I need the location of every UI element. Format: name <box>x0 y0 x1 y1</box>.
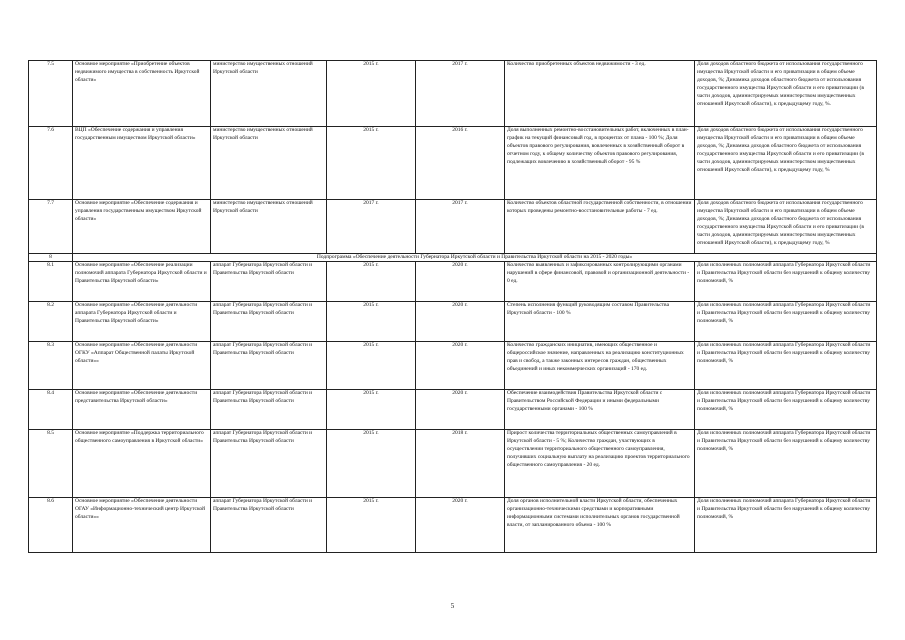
end-year: 2020 г. <box>416 302 505 342</box>
executor: аппарат Губернатора Иркутской области и Правительства Иркутской области <box>211 342 327 390</box>
row-number: 7.7 <box>29 200 73 254</box>
row-number: 8.2 <box>29 302 73 342</box>
final-indicator: Доля исполненных полномочий аппарата Губернатора Иркутской области и Правительства Иркутской области без нарушений к общему количеству полномочий, % <box>695 262 877 302</box>
table-row <box>29 200 877 254</box>
final-indicator: Доля исполненных полномочий аппарата Губернатора Иркутской области и Правительства Иркутской области без нарушений к общему количеству полномочий, % <box>695 342 877 390</box>
end-year: 2018 г. <box>416 430 505 498</box>
direct-result: Прирост количества территориальных общественных самоуправлений в Иркутской области - 5 %; Количество граждан, участвующих в осуществлении территориального общественного самоуправления, получивших социальную выплату на реализацию проектов территориального общественного самоуправления - 20 ед. <box>505 430 695 498</box>
direct-result: Доля органов исполнительной власти Иркутской области, обеспеченных организационно-техническими средствами и корпоративными информационными системами исполнительных органов государственной власти, от запланированного объема - 100 % <box>505 498 695 553</box>
table-row <box>29 61 877 127</box>
final-indicator: Доля доходов областного бюджета от использования государственного имущества Иркутской области и его приватизации в общем объеме доходов, %; Динамика доходов областного бюджета от использования государственного имущества Иркутской области и его приватизации (в части доходов, администрируемых министерством имущественных отношений Иркутской области), к предыдущему году, %. <box>695 61 877 127</box>
table-row <box>29 430 877 498</box>
direct-result: Количество объектов областной государственной собственности, в отношении которых проведены ремонтно-восстановительные работы - 7 ед. <box>505 200 695 254</box>
final-indicator: Доля исполненных полномочий аппарата Губернатора Иркутской области и Правительства Иркутской области без нарушений к общему количеству полномочий, % <box>695 430 877 498</box>
start-year: 2015 г. <box>327 127 416 200</box>
start-year: 2015 г. <box>327 342 416 390</box>
final-indicator: Доля исполненных полномочий аппарата Губернатора Иркутской области и Правительства Иркутской области без нарушений к общему количеству полномочий, % <box>695 498 877 553</box>
start-year: 2015 г. <box>327 61 416 127</box>
direct-result: Количество выявленных и зафиксированных контролирующими органами нарушений в сфере финансовой, правовой и организационной деятельности - 0 ед. <box>505 262 695 302</box>
executor: аппарат Губернатора Иркутской области и Правительства Иркутской области <box>211 262 327 302</box>
start-year: 2015 г. <box>327 498 416 553</box>
executor: аппарат Губернатора Иркутской области и Правительства Иркутской области <box>211 498 327 553</box>
end-year: 2020 г. <box>416 498 505 553</box>
start-year: 2015 г. <box>327 262 416 302</box>
measure-name: ВЦП «Обеспечение содержания и управления государственным имуществом Иркутской области» <box>73 127 211 200</box>
end-year: 2016 г. <box>416 127 505 200</box>
end-year: 2020 г. <box>416 262 505 302</box>
subprogram-title: Подпрограмма «Обеспечение деятельности Губернатора Иркутской области и Правительства Иркутской области на 2015 - 2020 годы» <box>73 254 877 262</box>
final-indicator: Доля доходов областного бюджета от использования государственного имущества Иркутской области и его приватизации в общем объеме доходов, %; Динамика доходов областного бюджета от использования государственного имущества Иркутской области и его приватизации (в части доходов, администрируемых министерством имущественных отношений Иркутской области), к предыдущему году, % <box>695 127 877 200</box>
measure-name: Основное мероприятие «Приобретение объектов недвижимого имущества в собственность Иркутской области» <box>73 61 211 127</box>
executor: аппарат Губернатора Иркутской области и Правительства Иркутской области <box>211 390 327 430</box>
end-year: 2020 г. <box>416 342 505 390</box>
table-row <box>29 390 877 430</box>
measure-name: Основное мероприятие «Обеспечение деятельности представительства Иркутской области» <box>73 390 211 430</box>
direct-result: Количество приобретенных объектов недвижимости - 3 ед. <box>505 61 695 127</box>
end-year: 2017 г. <box>416 61 505 127</box>
start-year: 2015 г. <box>327 390 416 430</box>
row-number: 8.5 <box>29 430 73 498</box>
final-indicator: Доля доходов областного бюджета от использования государственного имущества Иркутской области и его приватизации в общем объеме доходов, %; Динамика доходов областного бюджета от использования государственного имущества Иркутской области и его приватизации (в части доходов, администрируемых министерством имущественных отношений Иркутской области), к предыдущему году, % <box>695 200 877 254</box>
executor: аппарат Губернатора Иркутской области и Правительства Иркутской области <box>211 430 327 498</box>
table-row <box>29 342 877 390</box>
measure-name: Основное мероприятие «Поддержка территориального общественного самоуправления в Иркутской области» <box>73 430 211 498</box>
executor: министерство имущественных отношений Иркутской области <box>211 61 327 127</box>
final-indicator: Доля исполненных полномочий аппарата Губернатора Иркутской области и Правительства Иркутской области без нарушений к общему количеству полномочий, % <box>695 302 877 342</box>
start-year: 2015 г. <box>327 302 416 342</box>
measure-name: Основное мероприятие «Обеспечение деятельности ОГАУ «Информационно-технический центр Иркутской области»» <box>73 498 211 553</box>
executor: аппарат Губернатора Иркутской области и Правительства Иркутской области <box>211 302 327 342</box>
row-number: 7.6 <box>29 127 73 200</box>
table-row <box>29 498 877 553</box>
executor: министерство имущественных отношений Иркутской области <box>211 127 327 200</box>
row-number: 8 <box>29 254 73 262</box>
subprogram-row <box>29 254 877 262</box>
measures-table <box>28 60 877 553</box>
page-number: 5 <box>450 602 455 610</box>
end-year: 2017 г. <box>416 200 505 254</box>
measure-name: Основное мероприятие «Обеспечение деятельности аппарата Губернатора Иркутской области и Правительства Иркутской области» <box>73 302 211 342</box>
row-number: 8.4 <box>29 390 73 430</box>
direct-result: Количество гражданских инициатив, имеющих общественное и общероссийское значение, направленных на реализацию конституционных прав и свобод, а также законных интересов граждан, общественных объединений и иных некоммерческих организаций - 170 ед. <box>505 342 695 390</box>
row-number: 8.3 <box>29 342 73 390</box>
row-number: 8.1 <box>29 262 73 302</box>
start-year: 2015 г. <box>327 430 416 498</box>
row-number: 8.6 <box>29 498 73 553</box>
start-year: 2017 г. <box>327 200 416 254</box>
measure-name: Основное мероприятие «Обеспечение содержания и управления государственным имуществом Иркутской области» <box>73 200 211 254</box>
row-number: 7.5 <box>29 61 73 127</box>
final-indicator: Доля исполненных полномочий аппарата Губернатора Иркутской области и Правительства Иркутской области без нарушений к общему количеству полномочий, % <box>695 390 877 430</box>
measure-name: Основное мероприятие «Обеспечение деятельности ОГКУ «Аппарат Общественной палаты Иркутской области»» <box>73 342 211 390</box>
direct-result: Степень исполнения функций руководящим составом Правительства Иркутской области - 100 % <box>505 302 695 342</box>
executor: министерство имущественных отношений Иркутской области <box>211 200 327 254</box>
measure-name: Основное мероприятие «Обеспечение реализации полномочий аппарата Губернатора Иркутской области и Правительства Иркутской области» <box>73 262 211 302</box>
direct-result: Обеспечение взаимодействия Правительства Иркутской области с Правительством Российской Федерации и иными федеральными государственными органами - 100 % <box>505 390 695 430</box>
direct-result: Доля выполненных ремонтно-восстановительных работ, включенных в план-график на текущий финансовый год, в процентах от плана - 100 %; Доля объектов правового регулирования, вовлеченных в хозяйственный оборот в отчетном году, к общему количеству объектов правового регулирования, подлежащих вовлечению в хозяйственный оборот - 95 % <box>505 127 695 200</box>
table-row <box>29 302 877 342</box>
end-year: 2020 г. <box>416 390 505 430</box>
table-row <box>29 262 877 302</box>
table-row <box>29 127 877 200</box>
